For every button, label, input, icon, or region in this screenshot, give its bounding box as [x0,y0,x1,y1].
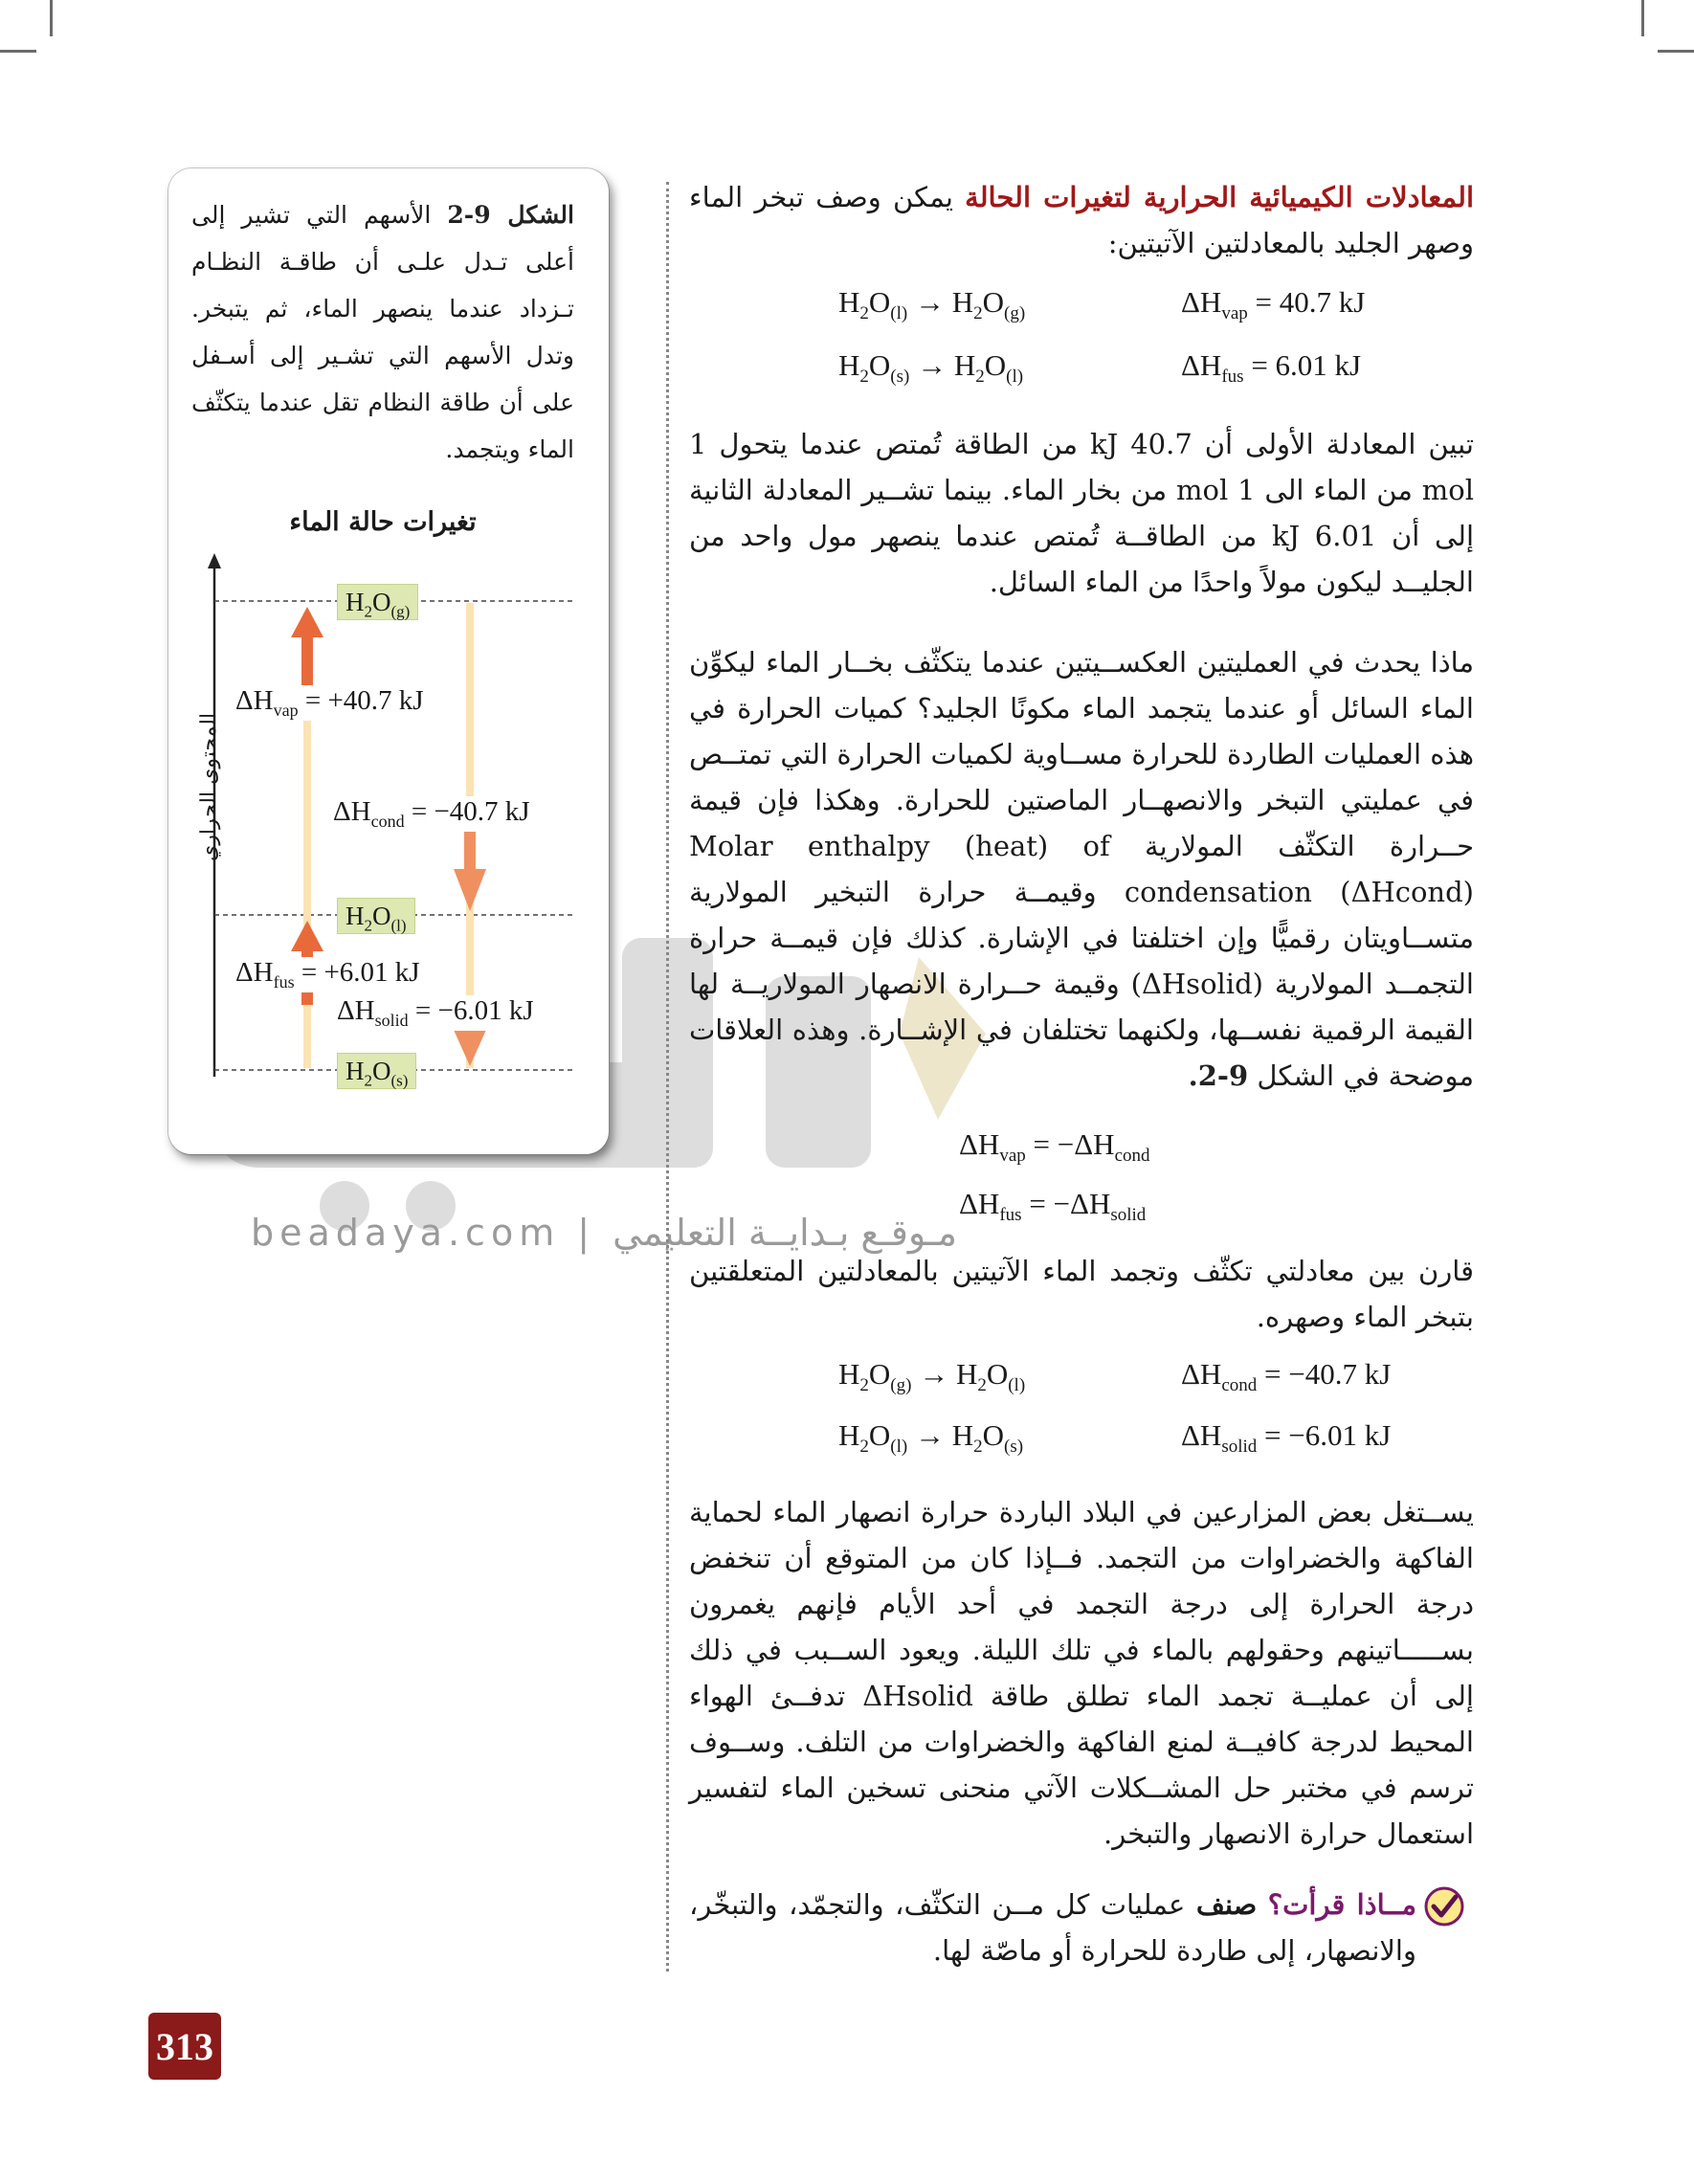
label-fus: $\Delta H_{fus} = +6.01$ kJ [235,957,420,992]
checkmark-icon [1423,1885,1465,1928]
label-cond: $\Delta H_{cond} = -40.7$ kJ [333,796,530,831]
column-divider [666,182,669,1972]
level-liquid: $H_2O_{(l)}$ [337,898,415,934]
label-solid: $\Delta H_{solid} = -6.01$ kJ [337,995,534,1030]
section-intro [689,174,1474,266]
equation-fusion: $H_2O_{(s)} \to H_2O_{(l)}$ [838,348,1024,388]
relation-vap-cond: $\Delta H_{vap} = -\Delta H_{cond}$ [959,1127,1150,1167]
paragraph-3: قارن بين معادلتي تكثّف وتجمد الماء الآتيتين بالمعادلتين المتعلقتين بتبخر الماء وصهره. [689,1255,1474,1333]
figure-number: الشكل 9-2 [447,201,574,229]
diagram-title: تغيرات حالة الماء [289,507,477,537]
relation-fus-solid: $\Delta H_{fus} = -\Delta H_{solid}$ [959,1187,1147,1226]
watermark-text: beadaya.com | مـوقـع بـدايــة التعليمي [251,1212,958,1254]
crop-mark [1658,50,1694,53]
reading-check-label: مــاذا قرأت؟ [1267,1888,1417,1921]
paragraph-1: تبين المعادلة الأولى أن 40.7 kJ من الطاقة تُمتص عندما يتحول 1 mol من الماء الى 1 mol من بخار الماء. بينما تشــير المعادلة الثانية إلى أن 6.01 kJ من الطاقــة تُمتص عندما ينصهر مول واحد من الجليــد ليكون مولاً واحدًا من الماء السائل. [689,428,1475,598]
reading-check-verb: صنف [1195,1888,1258,1921]
reading-check [689,1882,1416,1973]
level-gas: $H_2O_{(g)}$ [337,584,418,620]
enthalpy-solidification: $\Delta H_{solid} = -6.01$ kJ [1181,1418,1392,1458]
equation-solidification: $H_2O_{(l)} \to H_2O_{(s)}$ [838,1418,1024,1458]
label-vap: $\Delta H_{vap} = +40.7$ kJ [235,685,424,720]
arrow-down-icon [454,1030,486,1066]
arrow-down-icon [454,869,486,911]
crop-mark [1641,0,1644,36]
equation-vaporization: $H_2O_{(l)} \to H_2O_{(g)}$ [838,285,1026,324]
reading-check-text: عمليات كل مــن التكثّف، والتجمّد، والتبخّر، والانصهار، إلى طاردة للحرارة أو ماصّة لها. [689,1888,1416,1967]
page-number: 313 [148,2013,221,2080]
enthalpy-vaporization: $\Delta H_{vap} = 40.7$ kJ [1181,285,1366,324]
crop-mark [0,50,36,53]
crop-mark [50,0,53,36]
y-axis-label: المحتوى الحراري [197,712,221,861]
enthalpy-fusion: $\Delta H_{fus} = 6.01$ kJ [1181,348,1362,388]
section-heading: المعادلات الكيميائية الحرارية لتغيرات الحالة [965,181,1475,213]
arrow-up-icon [291,921,323,951]
enthalpy-condensation: $\Delta H_{cond} = -40.7$ kJ [1181,1357,1392,1396]
equation-condensation: $H_2O_{(g)} \to H_2O_{(l)}$ [838,1357,1026,1396]
paragraph-2: ماذا يحدث في العمليتين العكســيتين عندما يتكثّف بخــار الماء ليكوِّن الماء السائل أو عندما يتجمد الماء مكونًا الجليد؟ كميات الحرارة في هذه العمليات الطاردة للحرارة مســاوية لكميات الحرارة التي تمتــص في عمليتي التبخر والانصهــار الماصتين للحرارة. وهكذا فإن قيمة حــرارة التكثّف المولارية Molar enthalpy (heat) of condensation (ΔHcond) وقيمــة حرارة التبخير المولارية متســاويتان رقميًّا وإن اختلفتا في الإشارة. كذلك فإن قيمــة حرارة التجمــد المولارية (ΔHsolid) وقيمة حــرارة الانصهار المولاريــة لها القيمة الرقمية نفســها، ولكنهما تختلفان في الإشــارة. وهذه العلاقات موضحة في الشكل 9-2. [689,646,1474,1092]
figure-reference: 9-2. [1188,1059,1249,1092]
level-solid: $H_2O_{(s)}$ [337,1053,416,1089]
figure-caption: الشكل 9-2 الأسهم التي تشير إلى أعلى تـدل علـى أن طاقـة النظـام تـزداد عندما ينصهر الماء، ثم يتبخر. وتدل الأسهم التي تشـير إلى أسـفل على أن طاقة النظام تقل عندما يتكثّف الماء ويتجمد. [191,201,574,463]
intro-text: يمكن وصف تبخر الماء وصهر الجليد بالمعادلتين الآتيتين: [689,181,1474,259]
arrow-up-icon [291,607,323,637]
y-axis-arrowhead [208,553,221,568]
paragraph-4: يســتغل بعض المزارعين في البلاد الباردة حرارة انصهار الماء لحماية الفاكهة والخضراوات من التجمد. فــإذا كان من المتوقع أن تنخفض درجة الحرارة إلى درجة التجمد في أحد الأيام فإنهم يغمرون بســـــاتينهم وحقولهم بالماء في تلك الليلة. ويعود الســبب في ذلك إلى أن عمليــة تجمد الماء تطلق طاقة ΔHsolid تدفــئ الهواء المحيط لدرجة كافيــة لمنع الفاكهة والخضراوات من التلف. وســوف ترسم في مختبر حل المشــكلات الآتي منحنى تسخين الماء لتفسير استعمال حرارة الانصهار والتبخر. [689,1496,1474,1850]
